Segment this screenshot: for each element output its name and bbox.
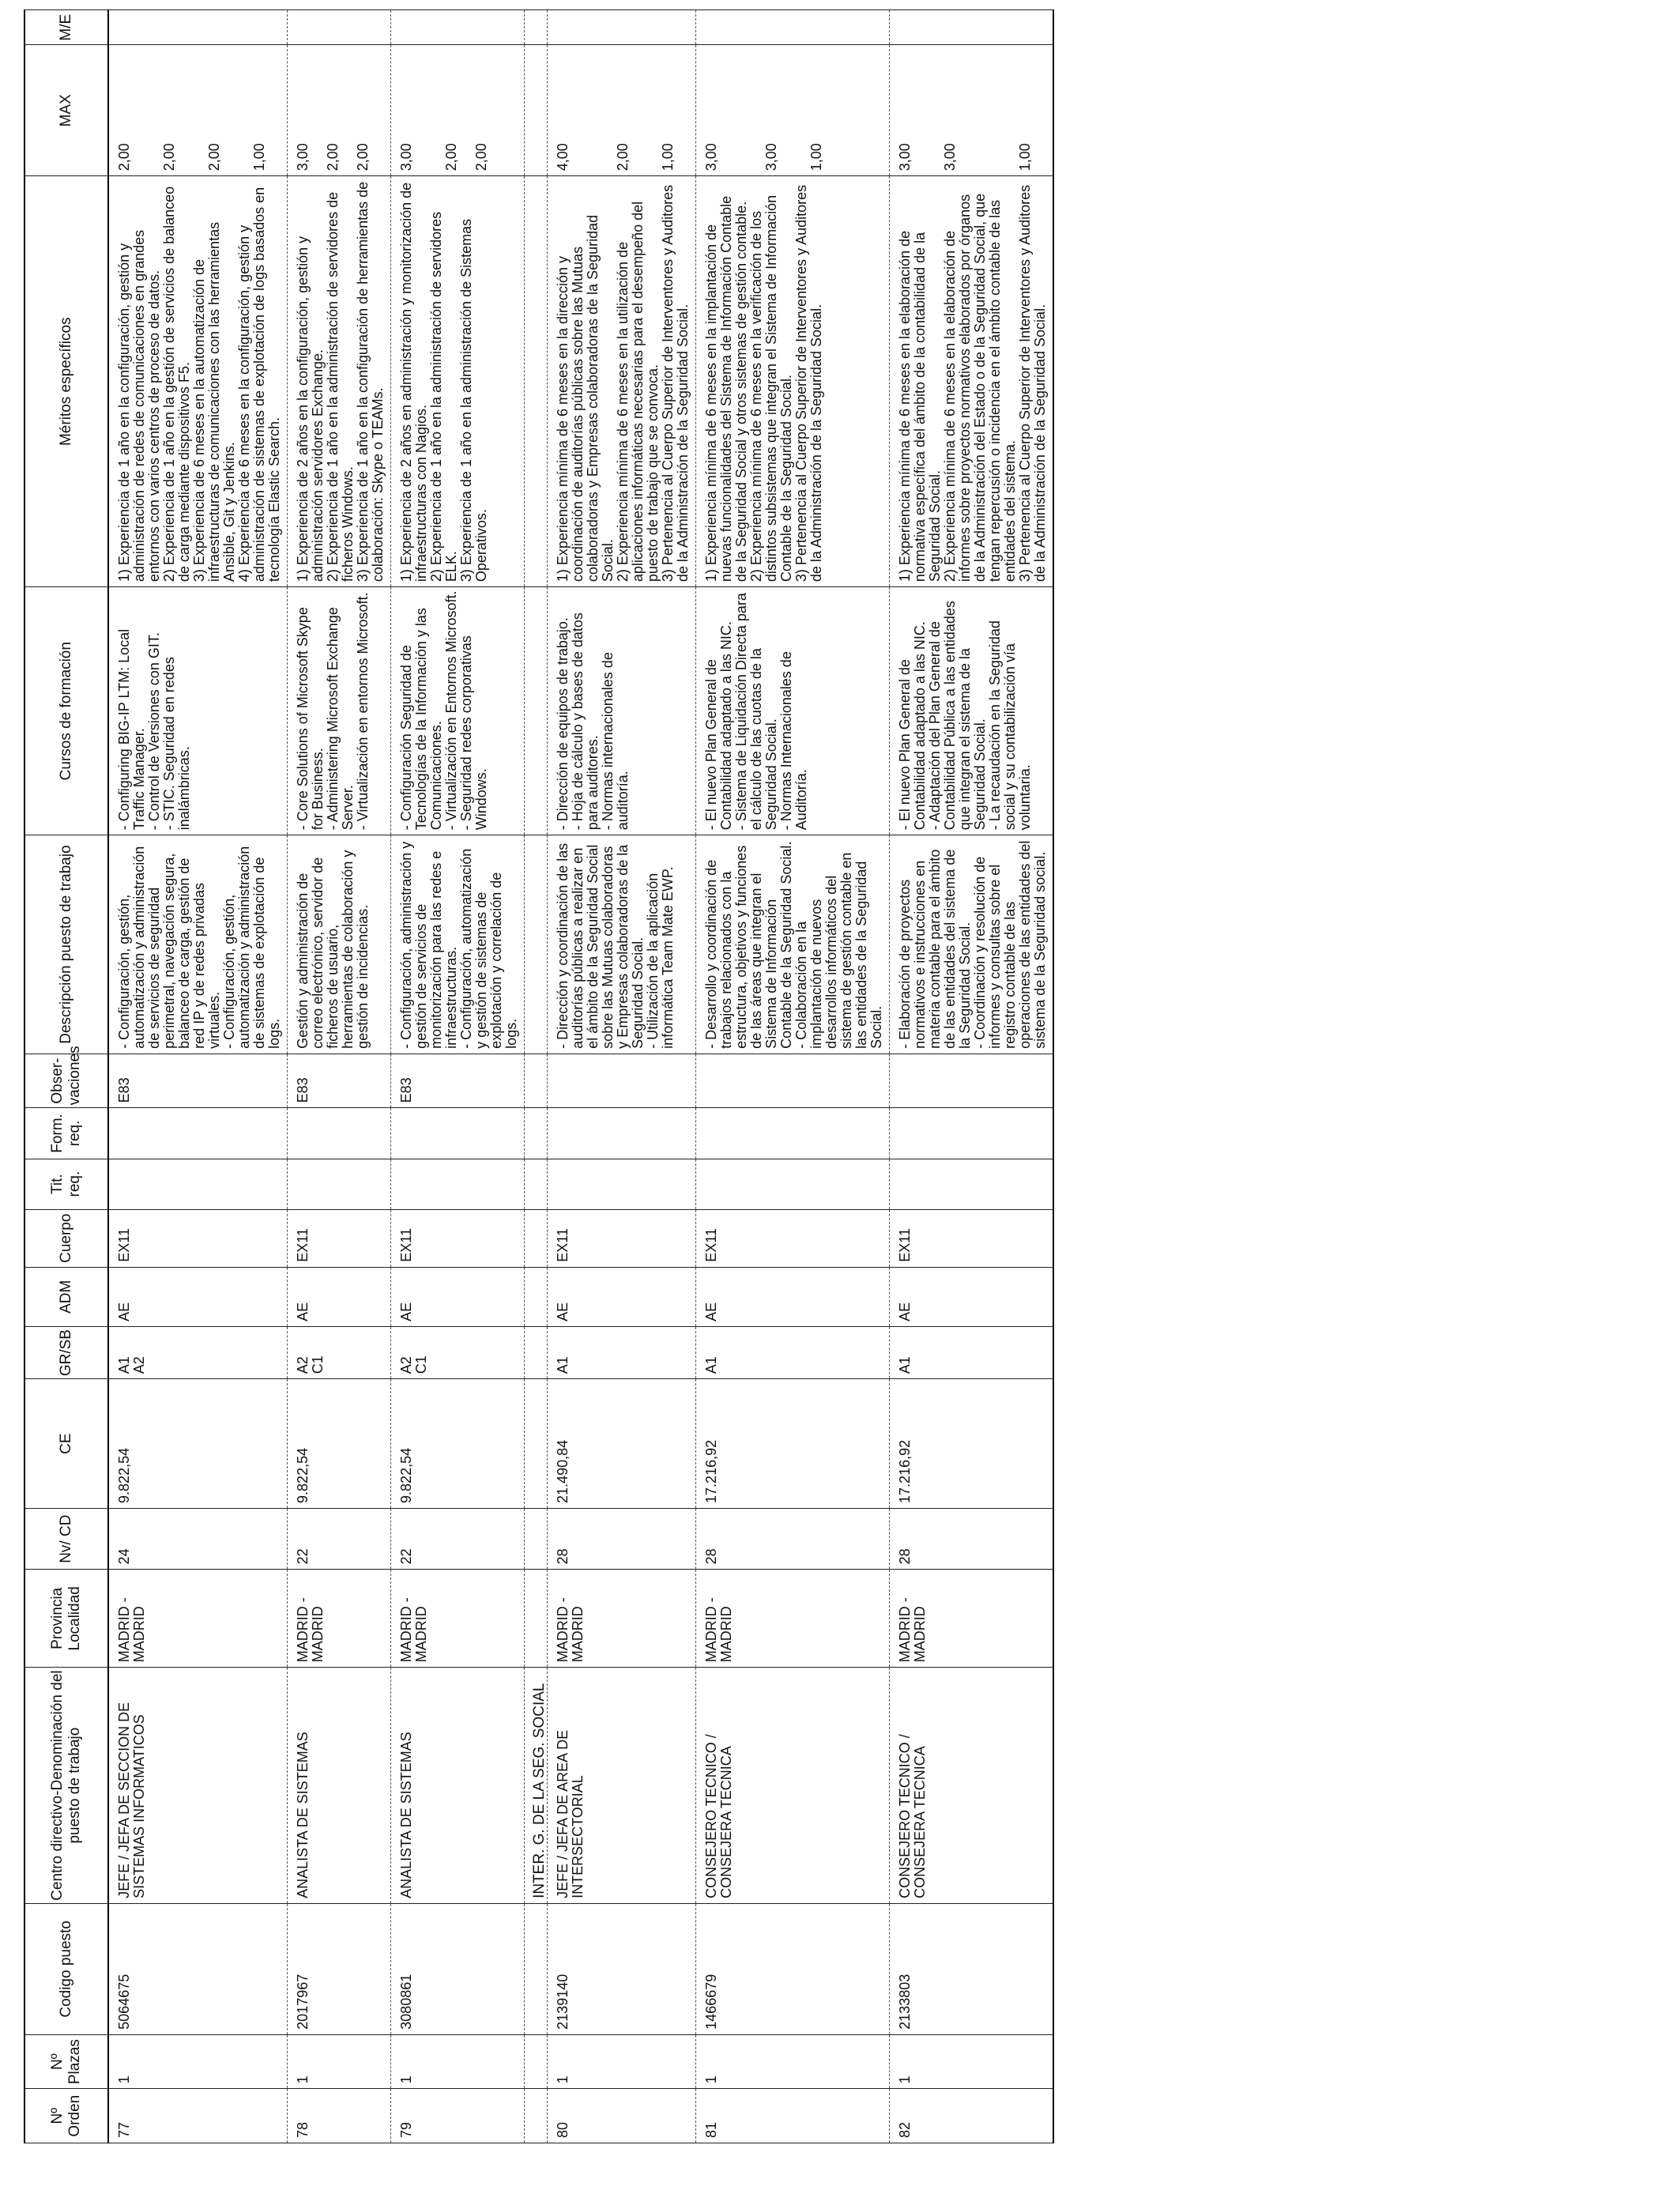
- rotated-table-frame: [24, 9, 1652, 2143]
- cell-me: [548, 10, 696, 45]
- cell-descripcion: - Dirección y coordinación de las auditorías públicas a realizar en el ámbito de la Seguridad Social sobre las Mutuas colaboradoras y Empresas colaboradoras de la Seguridad Social. - Utilización de la aplicación informática Team Mate EWP.: [548, 835, 696, 1054]
- cell-ce: 9.822,54: [288, 1379, 391, 1509]
- section-cell: [525, 587, 548, 835]
- cell-formacion: [696, 1108, 890, 1159]
- cell-titulacion: [391, 1159, 525, 1209]
- cell-cursos: - Dirección de equipos de trabajo. - Hoja de cálculo y bases de datos para auditores. - Normas internacionales de auditoría.: [548, 587, 696, 835]
- section-cell: [525, 1903, 548, 2034]
- cell-plazas: 1: [108, 2034, 288, 2089]
- cell-grupo: A2 C1: [391, 1326, 525, 1378]
- cell-centro: CONSEJERO TECNICO / CONSEJERA TECNICA: [696, 1668, 890, 1904]
- cell-plazas: 1: [696, 2034, 890, 2089]
- header-nivel: Nv/ CD: [24, 1508, 108, 1569]
- cell-orden: 79: [391, 2089, 525, 2143]
- cell-centro: ANALISTA DE SISTEMAS: [288, 1668, 391, 1904]
- cell-cursos: - El nuevo Plan General de Contabilidad adaptado a las NIC. - Adaptación del Plan General de Contabilidad Pública a las entidades que integran el sistema de la Seguridad Social. - La recaudación en la Seguridad social y su contabilización vía voluntaria.: [890, 587, 1054, 835]
- cell-orden: 77: [108, 2089, 288, 2143]
- cell-nivel: 22: [391, 1508, 525, 1569]
- cell-provincia: MADRID - MADRID: [391, 1570, 525, 1668]
- cell-provincia: MADRID - MADRID: [548, 1570, 696, 1668]
- cell-ce: 9.822,54: [108, 1379, 288, 1509]
- cell-meritos: 1) Experiencia mínima de 6 meses en la dirección y coordinación de auditorías públicas sobre las Mutuas colaboradoras y Empresas colaboradoras de la Seguridad Social. 2) Experiencia mínima de 6 meses en la utilización de aplicaciones informáticas necesarias para el desempeño del puesto de trabajo que se convoca. 3) Pertenencia al Cuerpo Superior de Interventores y Auditores de la Administración de la Seguridad Social.: [548, 176, 696, 587]
- header-provincia: Provincia Localidad: [24, 1570, 108, 1668]
- cell-grupo: A1: [696, 1326, 890, 1378]
- cell-max: 3,00 3,00 1,00: [696, 45, 890, 176]
- cell-adm: AE: [391, 1267, 525, 1326]
- cell-cuerpo: EX11: [108, 1209, 288, 1267]
- cell-provincia: MADRID - MADRID: [696, 1570, 890, 1668]
- cell-observaciones: [548, 1054, 696, 1108]
- section-cell: [525, 1108, 548, 1159]
- cell-adm: AE: [696, 1267, 890, 1326]
- header-adm: ADM: [24, 1267, 108, 1326]
- cell-orden: 81: [696, 2089, 890, 2143]
- table-row: [890, 10, 1054, 2143]
- cell-plazas: 1: [548, 2034, 696, 2089]
- cell-observaciones: E83: [391, 1054, 525, 1108]
- header-ce: CE: [24, 1379, 108, 1509]
- cell-grupo: A1 A2: [108, 1326, 288, 1378]
- cell-codigo: 2133803: [890, 1903, 1054, 2034]
- section-cell: [525, 1508, 548, 1569]
- cell-plazas: 1: [391, 2034, 525, 2089]
- cell-codigo: 5064675: [108, 1903, 288, 2034]
- cell-cuerpo: EX11: [696, 1209, 890, 1267]
- section-cell: [525, 1209, 548, 1267]
- table-row: [696, 10, 890, 2143]
- header-me: M/E: [24, 10, 108, 45]
- header-centro: Centro directivo-Denominación del puesto de trabajo: [24, 1668, 108, 1904]
- section-cell: [525, 45, 548, 176]
- cell-centro: JEFE / JEFA DE AREA DE INTERSECTORIAL: [548, 1668, 696, 1904]
- cell-meritos: 1) Experiencia mínima de 6 meses en la elaboración de normativa específica del ámbito de la contabilidad de la Seguridad Social. 2) Experiencia mínima de 6 meses en la elaboración de informes sobre proyectos normativos elaborados por órganos de la Administración del Estado o de la Seguridad Social, que tengan repercusión o incidencia en el ámbito contable de las entidades del sistema. 3) Pertenencia al Cuerpo Superior de Interventores y Auditores de la Administración de la Seguridad Social.: [890, 176, 1054, 587]
- cell-titulacion: [548, 1159, 696, 1209]
- header-cuerpo: Cuerpo: [24, 1209, 108, 1267]
- table-row: [108, 10, 288, 2143]
- cell-observaciones: E83: [108, 1054, 288, 1108]
- cell-titulacion: [108, 1159, 288, 1209]
- section-row: [525, 10, 548, 2143]
- cell-codigo: 2139140: [548, 1903, 696, 2034]
- cell-formacion: [890, 1108, 1054, 1159]
- section-cell: [525, 1379, 548, 1509]
- cell-orden: 78: [288, 2089, 391, 2143]
- section-cell: [525, 2089, 548, 2143]
- header-max: MAX: [24, 45, 108, 176]
- cell-descripcion: - Configuración, gestión, automatización y administración de servicios de seguridad perimetral, navegación segura, balanceo de carga, gestión de red IP y de redes privadas virtuales. - Configuración, gestión, automatización y administración de sistemas de explotación de logs.: [108, 835, 288, 1054]
- header-plazas: Nº Plazas: [24, 2034, 108, 2089]
- cell-titulacion: [288, 1159, 391, 1209]
- cell-provincia: MADRID - MADRID: [890, 1570, 1054, 1668]
- cell-cuerpo: EX11: [288, 1209, 391, 1267]
- cell-codigo: 2017967: [288, 1903, 391, 2034]
- header-meritos: Méritos específicos: [24, 176, 108, 587]
- cell-meritos: 1) Experiencia de 1 año en la configuración, gestión y administración de redes de comunicaciones en grandes entornos con varios centros de proceso de datos. 2) Experiencia de 1 año en la gestión de servicios de balanceo de carga mediante dispositivos F5. 3) Experiencia de 6 meses en la automatización de infraestructuras de comunicaciones con las herramientas Ansible, Git y Jenkins. 4) Experiencia de 6 meses en la configuración, gestión y administración de sistemas de explotación de logs basados en tecnología Elastic Search.: [108, 176, 288, 587]
- cell-codigo: 1466679: [696, 1903, 890, 2034]
- cell-titulacion: [890, 1159, 1054, 1209]
- cell-codigo: 3080861: [391, 1903, 525, 2034]
- cell-meritos: 1) Experiencia de 2 años en administración y monitorización de infraestructuras con Nagios. 2) Experiencia de 1 año en la administración de servidores ELK. 3) Experiencia de 1 año en la administración de Sistemas Operativos.: [391, 176, 525, 587]
- table-row: [288, 10, 391, 2143]
- job-positions-table: [24, 9, 1054, 2143]
- cell-grupo: A2 C1: [288, 1326, 391, 1378]
- cell-ce: 17.216,92: [696, 1379, 890, 1509]
- cell-provincia: MADRID - MADRID: [288, 1570, 391, 1668]
- cell-observaciones: [890, 1054, 1054, 1108]
- section-cell: [525, 1326, 548, 1378]
- cell-adm: AE: [108, 1267, 288, 1326]
- cell-max: 3,00 2,00 2,00: [391, 45, 525, 176]
- cell-formacion: [288, 1108, 391, 1159]
- cell-me: [108, 10, 288, 45]
- cell-ce: 21.490,84: [548, 1379, 696, 1509]
- cell-max: 3,00 3,00 1,00: [890, 45, 1054, 176]
- cell-formacion: [108, 1108, 288, 1159]
- header-observaciones: Obser-vaciones: [24, 1054, 108, 1108]
- cell-observaciones: E83: [288, 1054, 391, 1108]
- cell-nivel: 22: [288, 1508, 391, 1569]
- cell-plazas: 1: [288, 2034, 391, 2089]
- cell-me: [696, 10, 890, 45]
- cell-orden: 80: [548, 2089, 696, 2143]
- section-cell: [525, 1570, 548, 1668]
- section-cell: [525, 835, 548, 1054]
- cell-ce: 9.822,54: [391, 1379, 525, 1509]
- header-row: [24, 10, 108, 2143]
- cell-descripcion: - Desarrollo y coordinación de trabajos relacionados con la estructura, objetivos y funciones de las áreas que integran el Sistema de Información Contable de la Seguridad Social. - Colaboración en la implantación de nuevos desarrollos informáticos del sistema de gestión contable en las entidades de la Seguridad Social.: [696, 835, 890, 1054]
- cell-provincia: MADRID - MADRID: [108, 1570, 288, 1668]
- cell-cursos: - Core Solutions of Microsoft Skype for Business. - Administering Microsoft Exchange Server. - Virtualización en entornos Microsoft.: [288, 587, 391, 835]
- header-descripcion: Descripción puesto de trabajo: [24, 835, 108, 1054]
- cell-centro: CONSEJERO TECNICO / CONSEJERA TECNICA: [890, 1668, 1054, 1904]
- cell-adm: AE: [548, 1267, 696, 1326]
- cell-max: 2,00 2,00 2,00 1,00: [108, 45, 288, 176]
- cell-centro: ANALISTA DE SISTEMAS: [391, 1668, 525, 1904]
- header-codigo: Codigo puesto: [24, 1903, 108, 2034]
- header-cursos: Cursos de formación: [24, 587, 108, 835]
- section-cell: [525, 2034, 548, 2089]
- cell-adm: AE: [890, 1267, 1054, 1326]
- table-body: [108, 10, 1053, 2143]
- cell-me: [391, 10, 525, 45]
- table-row: [391, 10, 525, 2143]
- cell-orden: 82: [890, 2089, 1054, 2143]
- cell-grupo: A1: [548, 1326, 696, 1378]
- cell-descripcion: Gestión y administración de correo electrónico, servidor de ficheros de usuario, herramientas de colaboración y gestión de incidencias.: [288, 835, 391, 1054]
- cell-formacion: [548, 1108, 696, 1159]
- cell-nivel: 28: [890, 1508, 1054, 1569]
- header-grupo: GR/SB: [24, 1326, 108, 1378]
- cell-descripcion: - Elaboración de proyectos normativos e instrucciones en materia contable para el ámbito de las entidades del sistema de la Seguridad Social. - Coordinación y resolución de informes y consultas sobre el registro contable de las operaciones de las entidades del sistema de la Seguridad social.: [890, 835, 1054, 1054]
- cell-observaciones: [696, 1054, 890, 1108]
- cell-cuerpo: EX11: [548, 1209, 696, 1267]
- cell-me: [288, 10, 391, 45]
- cell-cuerpo: EX11: [890, 1209, 1054, 1267]
- cell-nivel: 28: [696, 1508, 890, 1569]
- cell-plazas: 1: [890, 2034, 1054, 2089]
- header-orden: Nº Orden: [24, 2089, 108, 2143]
- header-formacion: Form. req.: [24, 1108, 108, 1159]
- cell-formacion: [391, 1108, 525, 1159]
- cell-cursos: - Configuring BIG-IP LTM: Local Traffic Manager. - Control de Versiones con GIT. - STIC. Seguridad en redes inalámbricas.: [108, 587, 288, 835]
- cell-titulacion: [696, 1159, 890, 1209]
- table-row: [548, 10, 696, 2143]
- cell-descripcion: - Configuración, administración y gestión de servicios de monitorización para las redes e infraestructuras. - Configuración, automatización y gestión de sistemas de explotación y correlación de logs.: [391, 835, 525, 1054]
- cell-grupo: A1: [890, 1326, 1054, 1378]
- header-titulacion: Tit. req.: [24, 1159, 108, 1209]
- section-title: INTER. G. DE LA SEG. SOCIAL: [525, 1668, 548, 1904]
- rotated-table-content: [24, 9, 1652, 2143]
- cell-cursos: - El nuevo Plan General de Contabilidad adaptado a las NIC. - Sistema de Liquidación Directa para el cálculo de las cuotas de la Seguridad Social. - Normas Internacionales de Auditoría.: [696, 587, 890, 835]
- cell-max: 4,00 2,00 1,00: [548, 45, 696, 176]
- cell-cuerpo: EX11: [391, 1209, 525, 1267]
- cell-adm: AE: [288, 1267, 391, 1326]
- cell-max: 3,00 2,00 2,00: [288, 45, 391, 176]
- cell-meritos: 1) Experiencia mínima de 6 meses en la implantación de nuevas funcionalidades del Sistema de Información Contable de la Seguridad Social y otros sistemas de gestión contable. 2) Experiencia mínima de 6 meses en la verificación de los distintos subsistemas que integran el Sistema de Información Contable de la Seguridad Social. 3) Pertenencia al Cuerpo Superior de Interventores y Auditores de la Administración de la Seguridad Social.: [696, 176, 890, 587]
- section-cell: [525, 10, 548, 45]
- cell-nivel: 28: [548, 1508, 696, 1569]
- cell-me: [890, 10, 1054, 45]
- cell-centro: JEFE / JEFA DE SECCION DE SISTEMAS INFORMATICOS: [108, 1668, 288, 1904]
- section-cell: [525, 1267, 548, 1326]
- cell-meritos: 1) Experiencia de 2 años en la configuración, gestión y administración servidores Exchange. 2) Experiencia de 1 año en la administración de servidores de ficheros Windows. 3) Experiencia de 1 año en la configuración de herramientas de colaboración: Skype o TEAMs.: [288, 176, 391, 587]
- section-cell: [525, 1054, 548, 1108]
- section-cell: [525, 176, 548, 587]
- cell-cursos: - Configuración Seguridad de Tecnologías de la Información y las Comunicaciones. - Virtualización en Entornos Microsoft. - Seguridad redes corporativas Windows.: [391, 587, 525, 835]
- section-cell: [525, 1159, 548, 1209]
- cell-ce: 17.216,92: [890, 1379, 1054, 1509]
- cell-nivel: 24: [108, 1508, 288, 1569]
